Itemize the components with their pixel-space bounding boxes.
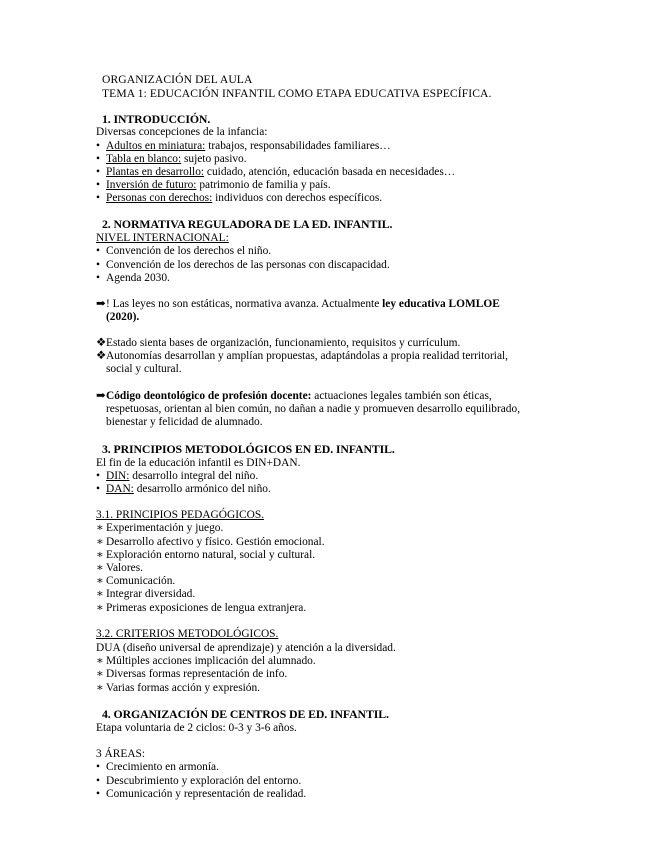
list-item [96,153,247,166]
list-item [96,668,287,681]
list-text: desarrollo integral del niño. [129,470,259,482]
section-4-title: 4. ORGANIZACIÓN DE CENTROS DE ED. INFANTIL. [102,707,389,721]
list-text: Crecimiento en armonía. [106,761,219,773]
note-text: actuaciones legales también son éticas, [311,390,492,402]
list-text: Convención de los derechos de las personas con discapacidad. [106,259,390,271]
list-term: Personas con derechos: [106,192,213,204]
list-term: Plantas en desarrollo: [106,166,205,178]
asterisk-bullet-icon: ∗ [96,522,104,534]
list-text: individuos con derechos específicos. [212,192,383,204]
note-lomloe [96,298,500,311]
list-text: Convención de los derechos el niño. [106,245,272,257]
list-term: Inversión de futuro: [106,179,197,191]
note-lomloe-cont: (2020). [106,311,140,323]
list-text: Integrar diversidad. [106,588,196,600]
list-text: Agenda 2030. [106,272,170,284]
list-text: trabajos, responsabilidades familiares… [205,140,391,152]
list-item [96,655,316,668]
bullet-icon: • [96,245,100,257]
note-text: ! Las leyes no son estáticas, normativa avanza. Actualmente [106,298,383,310]
list-item [96,272,170,285]
list-text: Comunicación. [106,575,176,587]
note-emphasis: Código deontológico de profesión docente: [106,390,312,402]
list-item [96,562,143,575]
asterisk-bullet-icon: ∗ [96,602,104,614]
list-text: sujeto pasivo. [181,153,247,165]
section-4-intro: Etapa voluntaria de 2 ciclos: 0-3 y 3-6 años. [96,722,297,734]
asterisk-bullet-icon: ∗ [96,575,104,587]
list-item [96,140,391,153]
section-1-title: 1. INTRODUCCIÓN. [102,112,211,126]
list-text: Estado sienta bases de organización, funcionamiento, requisitos y currículum. [106,337,461,349]
list-term: DIN: [106,470,130,482]
list-text: Múltiples acciones implicación del alumnado. [106,655,316,667]
list-term: Tabla en blanco: [106,153,182,165]
note-codigo [96,390,492,403]
bullet-icon: • [96,272,100,284]
list-text: Experimentación y juego. [106,522,224,534]
section-3-title: 3. PRINCIPIOS METODOLÓGICOS EN ED. INFANTIL. [102,442,395,456]
asterisk-bullet-icon: ∗ [96,536,104,548]
list-text: Descubrimiento y exploración del entorno. [106,775,302,787]
list-item [96,588,195,601]
asterisk-bullet-icon: ∗ [96,682,104,694]
arrow-right-icon: ➡ [96,298,106,310]
asterisk-bullet-icon: ∗ [96,562,104,574]
list-term: Adultos en miniatura: [106,140,206,152]
bullet-icon: • [96,179,100,191]
section-2-title: 2. NORMATIVA REGULADORA DE LA ED. INFANTIL. [102,217,393,231]
asterisk-bullet-icon: ∗ [96,549,104,561]
list-text: Comunicación y representación de realidad. [106,788,307,800]
bullet-icon: • [96,166,100,178]
bullet-icon: • [96,761,100,773]
bullet-icon: • [96,483,100,495]
bullet-icon: • [96,259,100,271]
list-text: patrimonio de familia y país. [196,179,331,191]
note-codigo-cont: respetuosas, orientan al bien común, no dañan a nadie y promueven desarrollo equilibrado, [106,403,521,415]
list-text: desarrollo armónico del niño. [133,483,271,495]
bullet-icon: • [96,775,100,787]
section-3-intro: El fin de la educación infantil es DIN+DAN. [96,457,301,469]
list-item [96,522,223,535]
header-line-1: ORGANIZACIÓN DEL AULA [102,73,253,86]
list-text: Desarrollo afectivo y físico. Gestión emocional. [106,536,325,548]
diamond-bullet-icon: ❖ [96,337,107,349]
list-text: Varias formas acción y expresión. [106,682,261,694]
list-item [96,788,306,801]
list-item [96,536,325,549]
list-term: DAN: [106,483,134,495]
list-item [96,245,271,258]
arrow-right-icon: ➡ [96,390,106,402]
subsection-3-1-title: 3.1. PRINCIPIOS PEDAGÓGICOS. [96,509,265,521]
asterisk-bullet-icon: ∗ [96,655,104,667]
list-item [96,549,315,562]
list-item [96,470,258,483]
bullet-icon: • [96,788,100,800]
list-item [96,179,331,192]
list-text: cuidado, atención, educación basada en necesidades… [204,166,456,178]
subsection-3-2-intro: DUA (diseño universal de aprendizaje) y atención a la diversidad. [96,642,396,654]
diamond-bullet-icon: ❖ [96,350,107,362]
diamond-item-cont: social y cultural. [106,363,182,375]
subsection-3-2-title: 3.2. CRITERIOS METODOLÓGICOS. [96,628,279,640]
list-text: Valores. [106,562,144,574]
list-item [96,166,455,179]
bullet-icon: • [96,470,100,482]
list-text: Diversas formas representación de info. [106,668,288,680]
list-text: Primeras exposiciones de lengua extranjera. [106,602,307,614]
asterisk-bullet-icon: ∗ [96,668,104,680]
asterisk-bullet-icon: ∗ [96,588,104,600]
list-item [96,682,260,695]
note-codigo-cont: bienestar y felicidad de alumnado. [106,416,263,428]
section-2-subtitle: NIVEL INTERNACIONAL: [96,232,229,244]
list-item [96,192,382,205]
header-line-2: TEMA 1: EDUCACIÓN INFANTIL COMO ETAPA EDUCATIVA ESPECÍFICA. [102,87,492,100]
list-item [96,775,301,788]
diamond-item [96,350,508,363]
list-item [96,575,175,588]
list-text: Autonomías desarrollan y amplían propuestas, adaptándolas a propia realidad territorial, [106,350,509,362]
areas-title: 3 ÁREAS: [96,748,146,760]
bullet-icon: • [96,153,100,165]
diamond-item [96,337,460,350]
section-1-intro: Diversas concepciones de la infancia: [96,126,268,138]
list-text: Exploración entorno natural, social y cultural. [106,549,316,561]
list-item [96,259,390,272]
note-emphasis: ley educativa LOMLOE [382,298,500,310]
bullet-icon: • [96,140,100,152]
list-item [96,761,219,774]
list-item [96,602,306,615]
bullet-icon: • [96,192,100,204]
list-item [96,483,271,496]
